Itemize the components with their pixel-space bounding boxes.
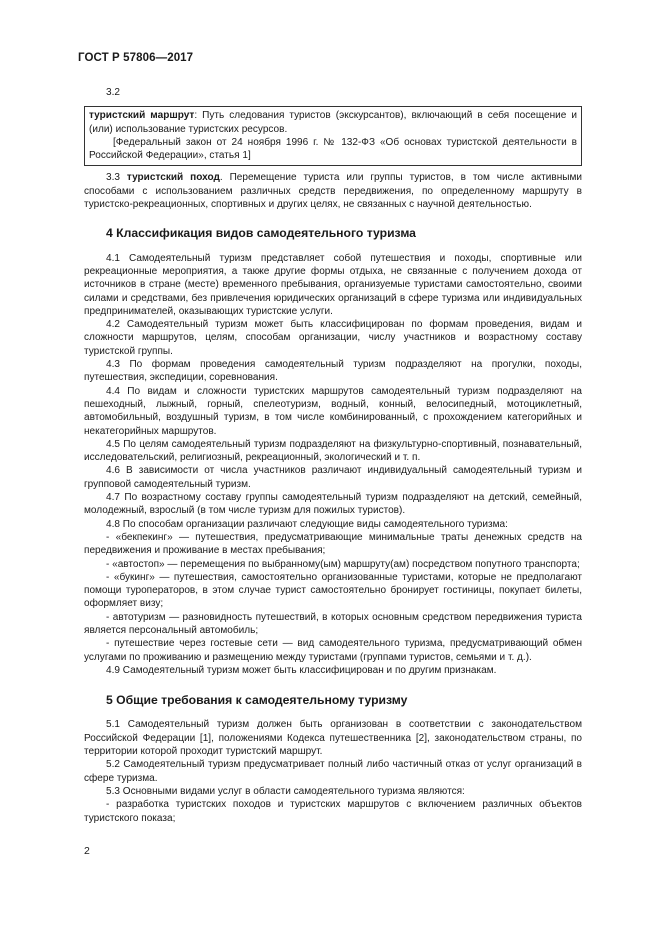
term-3-3-number: 3.3 xyxy=(106,172,120,184)
term-3-2-definition xyxy=(89,109,577,136)
paragraph: 5.3 Основными видами услуг в области самодеятельного туризма являются: xyxy=(106,785,465,797)
section-4-body xyxy=(84,252,582,678)
term-3-2-definition-box xyxy=(84,106,582,166)
paragraph: 5.2 Самодеятельный туризм предусматривает полный либо частичный отказ от услуг организаций в сфере туризма. xyxy=(84,759,582,784)
term-3-2-reference: [Федеральный закон от 24 ноября 1996 г. № 132-ФЗ «Об основах туристской деятельности в Российской Федерации», статья 1] xyxy=(89,136,577,162)
term-3-2-text: : Путь следования туристов (экскурсантов), включающий в себя посещение и (или) использование туристских ресурсов. xyxy=(89,110,578,135)
list-item: - «букинг» — путешествия, самостоятельно организованные туристами, которые не предполагают помощи туроператоров, в этом случае турист самостоятельно бронирует гостиницы, покупает билеты, оформляет визу; xyxy=(84,571,582,610)
term-3-3-text: . Перемещение туриста или группы туристов, в том числе активными способами с использованием различных средств передвижения, по определенному маршруту в туристско-рекреационных, спортивных и других целях, не связанных с научной деятельностью. xyxy=(84,172,582,211)
term-3-2-number: 3.2 xyxy=(106,87,120,98)
term-3-3-term: туристский поход xyxy=(126,172,220,184)
paragraph: 4.6 В зависимости от числа участников различают индивидуальный самодеятельный туризм и групповой самодеятельный туризм. xyxy=(84,465,582,490)
section-5-heading: 5 Общие требования к самодеятельному туризму xyxy=(106,693,408,708)
list-item: - разработка туристских походов и туристских маршрутов с включением различных объектов туристского показа; xyxy=(84,799,582,824)
page-number: 2 xyxy=(84,845,90,857)
paragraph: 4.9 Самодеятельный туризм может быть классифицирован и по другим признакам. xyxy=(106,664,497,676)
term-3-3 xyxy=(84,171,582,211)
paragraph: 4.8 По способам организации различают следующие виды самодеятельного туризма: xyxy=(106,518,508,530)
section-4-heading: 4 Классификация видов самодеятельного туризма xyxy=(106,226,416,241)
term-3-2-term: туристский маршрут xyxy=(89,110,195,122)
document-body xyxy=(84,86,582,825)
section-5-body xyxy=(84,718,582,824)
paragraph: 5.1 Самодеятельный туризм должен быть организован в соответствии с законодательством Российской Федерации [1], положениями Кодекса путешественника [2], законодательством страны, по территории которой проходит туристский маршрут. xyxy=(84,719,582,758)
paragraph: 4.5 По целям самодеятельный туризм подразделяют на физкультурно-спортивный, познавательный, исследовательский, религиозный, рекреационный, экологический и т. п. xyxy=(84,438,582,464)
paragraph: 4.4 По видам и сложности туристских маршрутов самодеятельный туризм подразделяют на пешеходный, лыжный, горный, спелеотуризм, водный, конный, велосипедный, мотоциклетный, автомобильный, воздушный туризм, в том числе комбинированный, с прохождением категорийных и некатегорийных маршрутов. xyxy=(84,385,582,437)
paragraph: 4.7 По возрастному составу группы самодеятельный туризм подразделяют на детский, семейный, молодежный, взрослый (в том числе туризм для пожилых туристов). xyxy=(84,492,582,517)
doc-header-code: ГОСТ Р 57806—2017 xyxy=(78,52,194,64)
list-item: - автотуризм — разновидность путешествий, в которых основным средством передвижения туриста является персональный автомобиль; xyxy=(84,611,582,636)
list-item: - «бекпекинг» — путешествия, предусматривающие минимальные траты денежных средств на передвижения и проживание в местах пребывания; xyxy=(84,531,582,557)
list-item: - «автостоп» — перемещения по выбранному(ым) маршруту(ам) посредством попутного транспорта; xyxy=(106,558,580,570)
paragraph: 4.1 Самодеятельный туризм представляет собой путешествия и походы, спортивные или рекреационные мероприятия, а также другие формы отдыха, не связанные с получением дохода от источников в стране (месте) временного пребывания, организуемые туристами самостоятельно, своими силами и средствами, без привлечения юридических организаций в сфере туризма или индивидуальных предпринимателей, оказывающих туристские услуги. xyxy=(84,252,582,317)
list-item: - путешествие через гостевые сети — вид самодеятельного туризма, предусматривающий обмен услугами по проживанию и размещению между туристами (группами туристов, семьями и т. д.). xyxy=(84,638,582,663)
paragraph: 4.2 Самодеятельный туризм может быть классифицирован по формам проведения, видам и сложности маршрутов, целям, способам организации, числу участников и возрастному составу туристской группы. xyxy=(84,319,582,357)
paragraph: 4.3 По формам проведения самодеятельный туризм подразделяют на прогулки, походы, путешествия, экспедиции, соревнования. xyxy=(84,359,582,384)
